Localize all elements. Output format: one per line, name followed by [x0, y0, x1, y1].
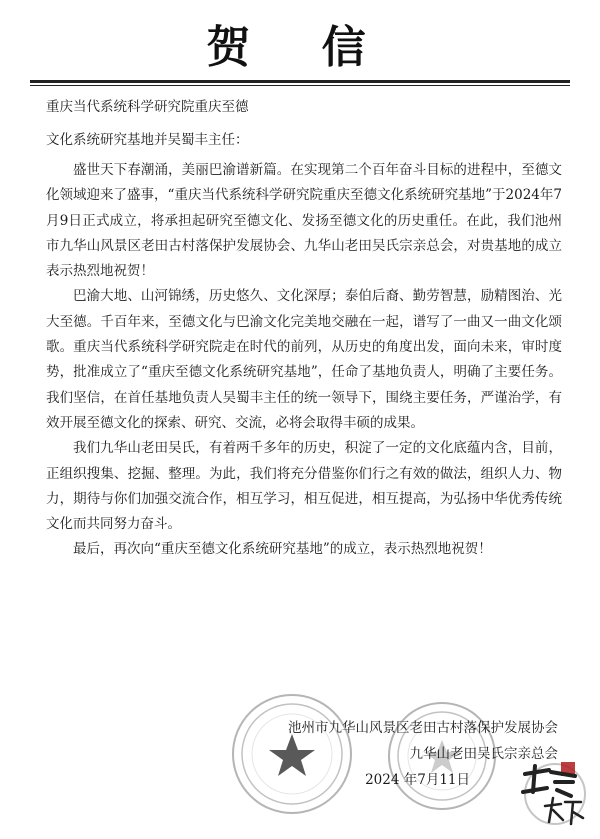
paragraph-3: 我们九华山老田吴氏，有着两千多年的历史，积淀了一定的文化底蕴内含，目前，正组织搜集、挖掘、整理。为此，我们将充分借鉴你们行之有效的做法，组织人力、物力，期待与你们加强交流合作，相互学习，相互促进，相互提高，为弘扬中华优秀传统文化而共同努力奋斗。 [46, 440, 562, 533]
title-rule-thick [30, 80, 570, 83]
letter-title: 贺 信 [206, 22, 394, 73]
salutation-line-1: 重庆当代系统科学研究院重庆至德 [46, 99, 249, 115]
zhide-tianxia-logo [515, 752, 587, 828]
paragraph-2: 巴渝大地、山河锦绣，历史悠久、文化深厚；泰伯后裔、勤劳智慧，励精图治、光大至德。千百年来，至德文化与巴渝文化完美地交融在一起，谱写了一曲又一曲文化颂歌。重庆当代系统科学研究院走在时代的前列，从历史的角度出发，面向未来，审时度势，批准成立了“重庆至德文化系统研究基地”，任命了基地负责人，明确了主要任务。我们坚信，在首任基地负责人吴蜀丰主任的统一领导下，围绕主要任务，严谨治学，有效开展至德文化的探索、研究、交流，必将会取得丰硕的成果。 [46, 288, 562, 431]
signature-organization-2: 九华山老田吴氏宗亲总会 [409, 746, 558, 762]
title-rule-thin [30, 85, 570, 86]
paragraph-1: 盛世天下春潮涌，美丽巴渝谱新篇。在实现第二个百年奋斗目标的进程中，至德文化领域迎来了盛事，“重庆当代系统科学研究院重庆至德文化系统研究基地”于2024年7月9日正式成立，将承担起研究至德文化、发扬至德文化的历史重任。在此，我们池州市九华山风景区老田古村落保护发展协会、九华山老田吴氏宗亲总会，对贵基地的成立表示热烈地祝贺！ [46, 162, 562, 280]
salutation-line-2: 文化系统研究基地并吴蜀丰主任： [46, 132, 249, 148]
letter-body [46, 158, 562, 563]
paragraph-4: 最后，再次向“重庆至德文化系统研究基地”的成立，表示热烈地祝贺！ [73, 541, 492, 558]
signature-date: 2024 年7月11日 [365, 772, 470, 788]
signature-organization-1: 池州市九华山风景区老田古村落保护发展协会 [288, 720, 558, 736]
